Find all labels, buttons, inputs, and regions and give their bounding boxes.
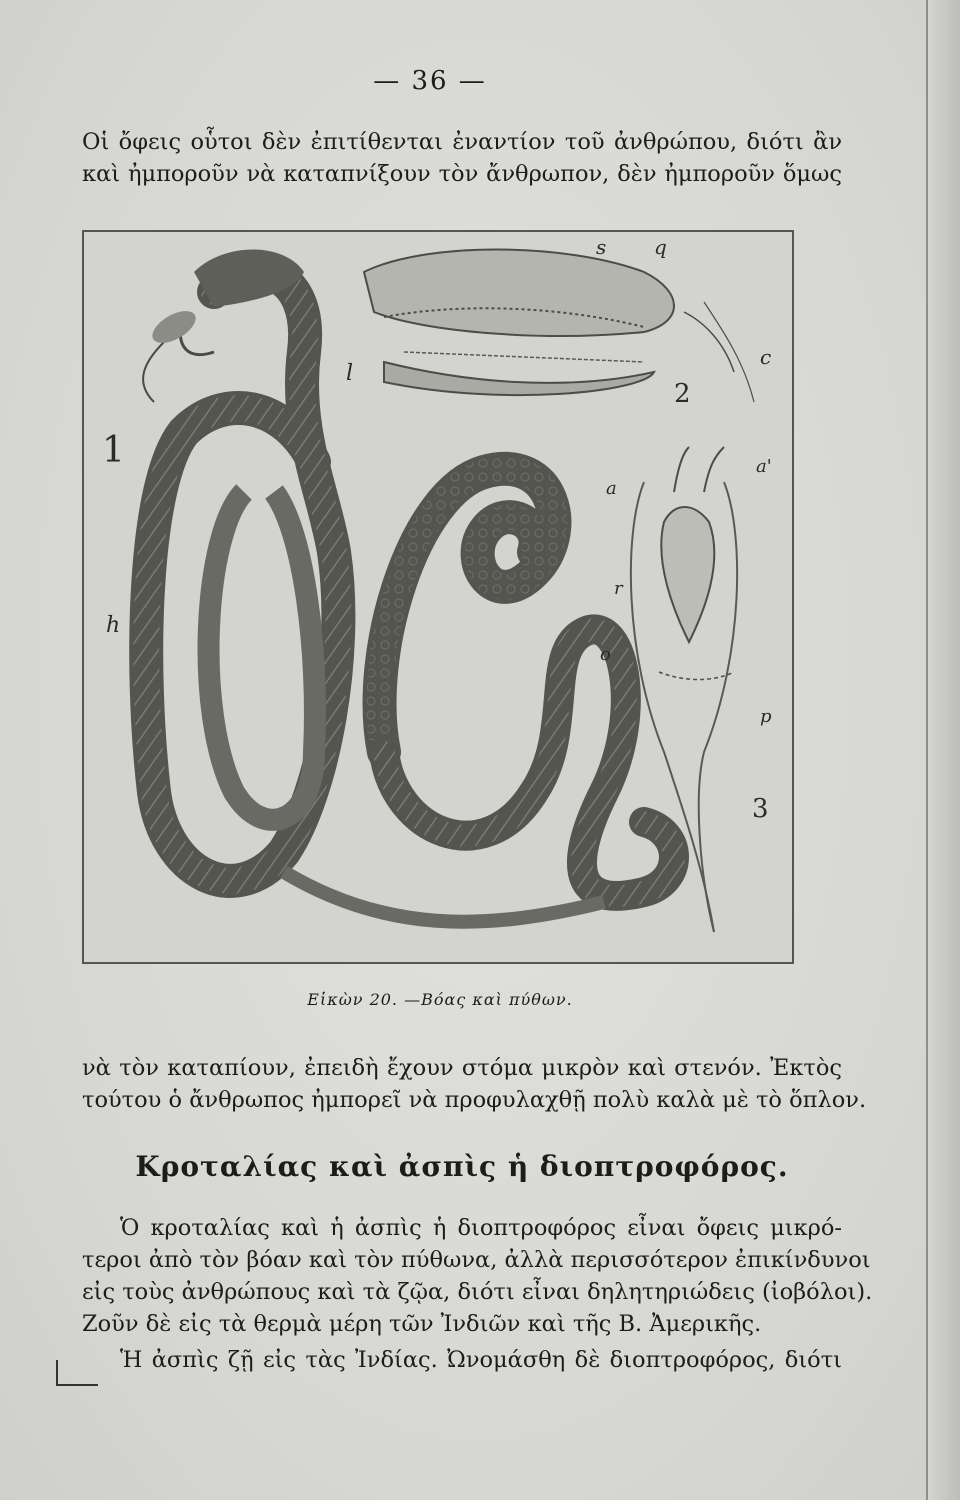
- figure-label-p: p: [760, 706, 772, 727]
- text-line: καὶ ἠμποροῦν νὰ καταπνίξουν τὸν ἄνθρωπον, δὲν ἠμποροῦν ὅμως: [82, 161, 842, 187]
- text-line: Ἡ ἀσπὶς ζῇ εἰς τὰς Ἰνδίας. Ὠνομάσθη δὲ διοπτροφόρος, διότι: [120, 1347, 842, 1373]
- figure-label-r: r: [614, 578, 623, 599]
- figure-label-s: s: [596, 235, 607, 259]
- figure-label-2: 2: [674, 379, 691, 409]
- figure-label-c: c: [760, 345, 772, 369]
- section-heading: Κροταλίας καὶ ἀσπὶς ἡ διοπτροφόρος.: [135, 1150, 789, 1183]
- figure-label-3: 3: [752, 794, 769, 824]
- paragraph-continuation: [82, 1052, 867, 1116]
- page-number: — 36 —: [373, 66, 487, 96]
- figure-label-q: q: [654, 235, 667, 259]
- text-line: Ὁ κροταλίας καὶ ἡ ἀσπὶς ἡ διοπτροφόρος εἶναι ὄφεις μικρό-: [120, 1215, 842, 1241]
- page-edge: [926, 0, 960, 1500]
- paragraph-intro: [82, 126, 842, 190]
- text-line: τεροι ἀπὸ τὸν βόαν καὶ τὸν πύθωνα, ἀλλὰ περισσότερον ἐπικίνδυνοι: [82, 1247, 871, 1273]
- text-line: εἰς τοὺς ἀνθρώπους καὶ τὰ ζῷα, διότι εἶναι δηλητηριώδεις (ἰοβόλοι).: [82, 1279, 873, 1305]
- figure-label-l: l: [346, 361, 354, 386]
- figure-label-a-prime: a': [756, 456, 772, 477]
- text-line: νὰ τὸν καταπίουν, ἐπειδὴ ἔχουν στόμα μικρὸν καὶ στενόν. Ἐκτὸς: [82, 1055, 842, 1081]
- figure-label-o: o: [600, 644, 611, 665]
- figure-label-a: a: [606, 478, 617, 499]
- figure-label-h: h: [106, 613, 121, 638]
- paragraph-rattlesnake: [82, 1212, 873, 1340]
- paragraph-cobra: [82, 1344, 842, 1376]
- figure-caption: Εἰκὼν 20. —Βόας καὶ πύθων.: [307, 990, 573, 1009]
- text-line: τούτου ὁ ἄνθρωπος ἠμπορεῖ νὰ προφυλαχθῇ πολὺ καλὰ μὲ τὸ ὅπλον.: [82, 1087, 867, 1113]
- figure-illustration: [84, 232, 792, 962]
- text-line: Οἱ ὄφεις οὗτοι δὲν ἐπιτίθενται ἐναντίον τοῦ ἀνθρώπου, διότι ἂν: [82, 129, 842, 155]
- figure-boa-python: [82, 230, 794, 964]
- text-line: Ζοῦν δὲ εἰς τὰ θερμὰ μέρη τῶν Ἰνδιῶν καὶ τῆς Β. Ἀμερικῆς.: [82, 1311, 762, 1337]
- figure-label-1: 1: [102, 430, 125, 471]
